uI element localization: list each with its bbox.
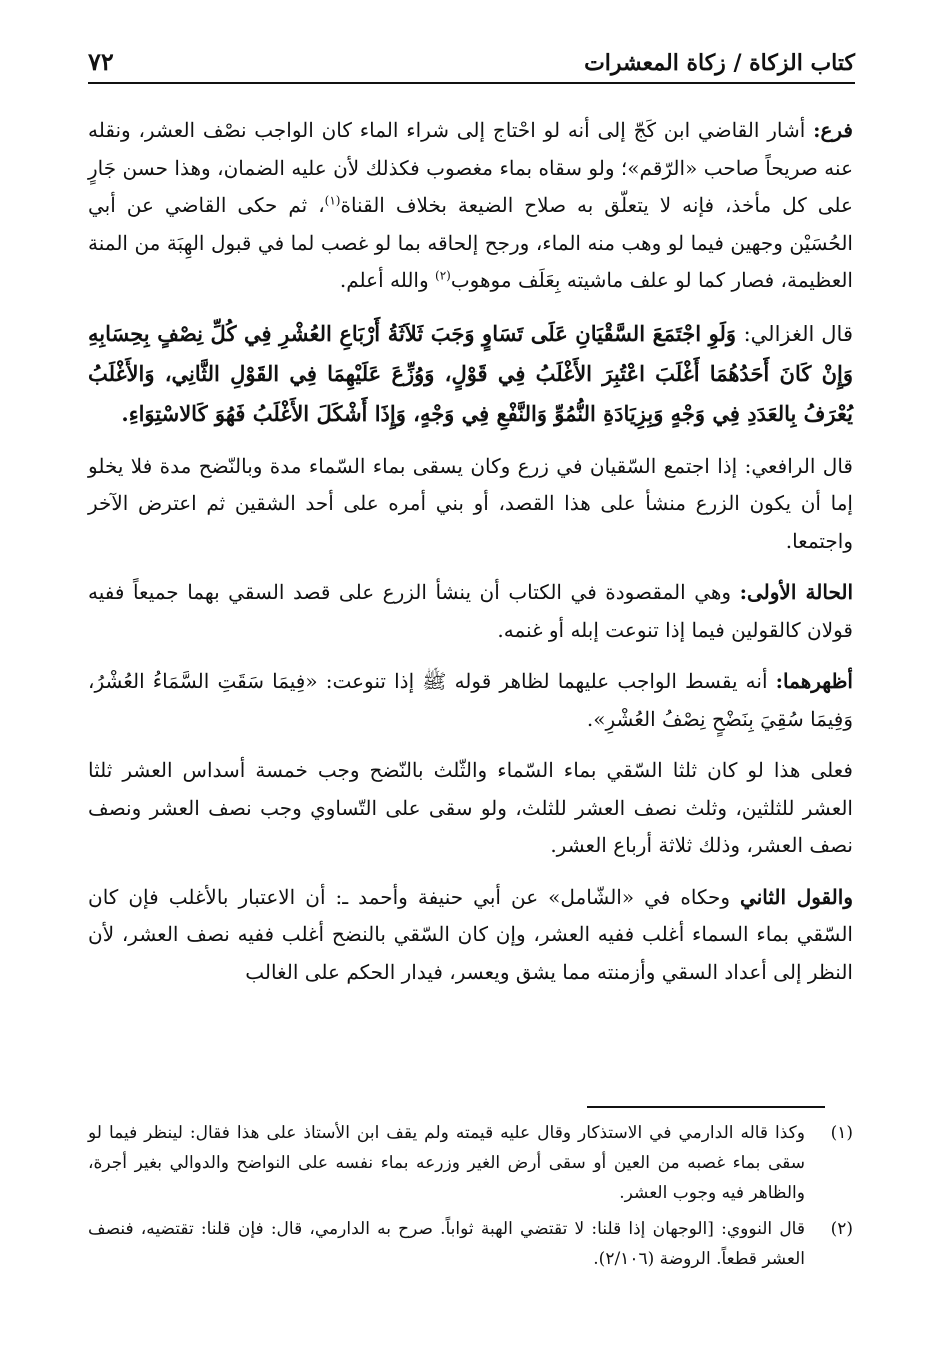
footnote-item	[88, 1118, 853, 1208]
footnote-text: وكذا قاله الدارمي في الاستذكار وقال عليه قيمته ولم يقف ابن الأستاذ على هذا فقال: لينظر فيما لو سقى بماء غصبه من العين أو سقى أرض الغير وزرعه بماء نفسه على النواضح والدوالي بغير أجرة، والظاهر فيه وجوب العشر.	[88, 1123, 805, 1203]
footnote-item	[88, 1214, 853, 1274]
footnote-number: (٢)	[830, 1219, 853, 1239]
paragraph-lead: قال الغزالي:	[743, 321, 853, 346]
paragraph-text: أشار القاضي ابن كَجّ إلى أنه لو احْتاج إلى شراء الماء كان الواجب نصْف العشر، ونقله عنه صريحاً صاحب «الرّقم»؛ ولو سقاه بماء مغصوب فكذلك لأن عليه الضمان، وهذا حسن جَارٍ على كل مأخذ، فإنه لا يتعلّق به صلاح الضيعة بخلاف القناة	[88, 118, 853, 217]
paragraph-text: أنه يقسط الواجب عليهما لظاهر قوله ﷺ إذا تنوعت: «فِيمَا سَقَتِ السَّمَاءُ العُشْرُ، وَفِيمَا سُقِيَ بِنَضْحٍ نِصْفُ العُشْرِ».	[88, 669, 853, 731]
paragraph-far	[88, 112, 853, 300]
paragraph-text: وحكاه في «الشّامل» عن أبي حنيفة وأحمد ـ: أن الاعتبار بالأغلب فإن كان السّقي بماء السماء أغلب ففيه العشر، وإن كان السّقي بالنضح أغلب ففيه نصف العشر، لأن النظر إلى أعداد السقي وأزمنته مما يشق ويعسر، فيدار الحكم على الغالب	[88, 884, 853, 984]
paragraph-ghazali-matn	[88, 314, 853, 434]
paragraph-azharuhuma	[88, 663, 853, 738]
paragraph-lead: والقول الثاني	[740, 884, 853, 909]
paragraph-text: قال الرافعي: إذا اجتمع السّقيان في زرع وكان يسقى بماء السّماء مدة وبالنّضح مدة فلا يخلو إما أن يكون الزرع منشأ على هذا القصد، أو بني أمره على أحد الشقين ثم اعترض الآخر واجتمعا.	[88, 453, 853, 553]
paragraph-text: ، ثم حكى القاضي عن أبي الحُسَيْن وجهين فيما لو وهب منه الماء، ورجح إلحاقه بما لو غصب لما في قبول الهِبَة من المنة العظيمة، فصار كما لو علف ماشيته بِعَلَف موهوب	[88, 193, 853, 292]
paragraph-second-opinion	[88, 879, 853, 992]
paragraph-lead: الحالة الأولى:	[739, 580, 854, 604]
paragraph-text: وَلَوِ اجْتَمَعَ السَّقْيَانِ عَلَى تَسَاوٍ وَجَبَ ثَلاَثَةُ أَرْبَاعِ العُشْرِ فِي كُلِّ نِصْفٍ بِحِسَابِهِ وَإِنْ كَانَ أَحَدُهُمَا أَغْلَبَ اعْتُبِرَ الأَغْلَبُ فِي قَوْلٍ، وَوُزِّعَ عَلَيْهِمَا فِي القَوْلِ الثَّانِي، وَالأَغْلَبُ يُعْرَفُ بِالعَدَدِ فِي وَجْهٍ وَبِزِيَادَةِ النُّمُوِّ وَالنَّفْعِ فِي وَجْهٍ، وَإِذَا أَشْكَلَ الأَغْلَبُ فَهُوَ كَالاسْتِوَاءِ.	[88, 320, 853, 426]
main-text	[88, 112, 853, 1005]
paragraph-first-case	[88, 574, 853, 649]
paragraph-lead: أظهرهما:	[775, 669, 853, 693]
page-number: ٧٢	[88, 47, 114, 76]
paragraph-lead: فرع:	[813, 118, 853, 142]
paragraph-text: والله أعلم.	[339, 268, 436, 292]
paragraph-text: وهي المقصودة في الكتاب أن ينشأ الزرع على قصد السقي بهما جميعاً ففيه قولان كالقولين فيما إذا تنوعت إبله أو غنمه.	[88, 580, 853, 642]
footnote-number: (١)	[830, 1123, 853, 1143]
paragraph-calculation	[88, 752, 853, 865]
paragraph-rafii	[88, 448, 853, 561]
footnotes	[88, 1118, 853, 1280]
footnote-ref: (٢)	[435, 268, 451, 283]
footnote-text: قال النووي: [الوجهان إذا قلنا: لا تقتضي الهبة ثواباً. صرح به الدارمي، قال: فإن قلنا: تقتضيه، فنصف العشر قطعاً. الروضة (٢/١٠٦).	[88, 1219, 805, 1269]
running-title: كتاب الزكاة / زكاة المعشرات	[584, 50, 855, 76]
page-header	[88, 42, 855, 84]
footnote-ref: (١)	[324, 193, 341, 208]
paragraph-text: فعلى هذا لو كان ثلثا السّقي بماء السّماء والثّلث بالنّضح وجب خمسة أسداس العشر ثلثا العشر للثلثين، وثلث نصف العشر للثلث، ولو سقى على التّساوي وجب نصف العشر ونصف نصف العشر، وذلك ثلاثة أرباع العشر.	[88, 758, 853, 857]
footnote-divider	[587, 1106, 825, 1108]
